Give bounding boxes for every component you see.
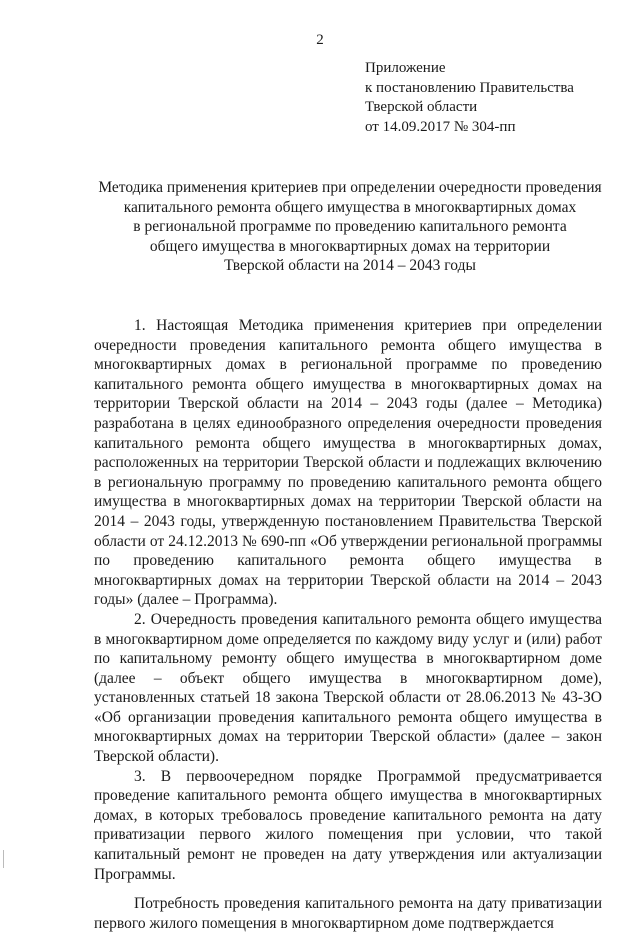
title-line: капитального ремонта общего имущества в многоквартирных домах bbox=[123, 198, 577, 216]
title-line: в региональной программе по проведению капитального ремонта bbox=[133, 218, 567, 235]
appendix-line: Приложение bbox=[365, 60, 446, 76]
title-line: Методика применения критериев при определении очередности проведения bbox=[98, 179, 602, 196]
scan-margin-mark bbox=[3, 850, 4, 868]
paragraph-1: 1. Настоящая Методика применения критериев при определении очередности проведения капитального ремонта общего имущества в многоквартирных домах в региональной программе по проведению капитального ремонта общего имущества в многоквартирных домах на территории Тверской области на 2014 – 2043 годы (далее – Методика) разработана в целях единообразного определения очередности проведения капитального ремонта общего имущества в многоквартирных домах, расположенных на территории Тверской области и подлежащих включению в региональную программу по проведению капитального ремонта общего имущества в многоквартирных домах на территории Тверской области на 2014 – 2043 годы, утвержденную постановлением Правительства Тверской области от 24.12.2013 № 690-пп «Об утверждении региональной программы по проведению капитального ремонта общего имущества в многоквартирных домах на территории Тверской области на 2014 – 2043 годы» (далее – Программа). bbox=[94, 317, 602, 609]
appendix-line: от 14.09.2017 № 304-пп bbox=[365, 118, 516, 135]
document-body bbox=[94, 316, 602, 933]
appendix-line: Тверской области bbox=[365, 99, 478, 115]
page-number: 2 bbox=[316, 32, 324, 48]
appendix-header bbox=[365, 59, 635, 137]
appendix-line: к постановлению Правительства bbox=[365, 79, 574, 96]
title-line: общего имущества в многоквартирных домах на территории bbox=[149, 237, 551, 255]
document-title bbox=[90, 178, 610, 276]
paragraph-2: 2. Очередность проведения капитального ремонта общего имущества в многоквартирном доме определяется по каждому виду услуг и (или) работ по капитальному ремонту общего имущества в многоквартирном доме (далее – объект общего имущества в многоквартирном доме), установленных статьей 18 закона Тверской области от 28.06.2013 № 43-ЗО «Об организации проведения капитального ремонта общего имущества в многоквартирных домах на территории Тверской области» (далее – закон Тверской области). bbox=[94, 610, 602, 766]
paragraph-3: 3. В первоочередном порядке Программой предусматривается проведение капитального ремонта общего имущества в многоквартирных домах, в которых требовалось проведение капитального ремонта на дату приватизации первого жилого помещения при условии, что такой капитальный ремонт не проведен на дату утверждения или актуализации Программы. bbox=[94, 767, 602, 883]
paragraph-4: Потребность проведения капитального ремонта на дату приватизации первого жилого помещения в многоквартирном доме подтверждается bbox=[94, 895, 602, 932]
title-line: Тверской области на 2014 – 2043 годы bbox=[224, 257, 476, 274]
